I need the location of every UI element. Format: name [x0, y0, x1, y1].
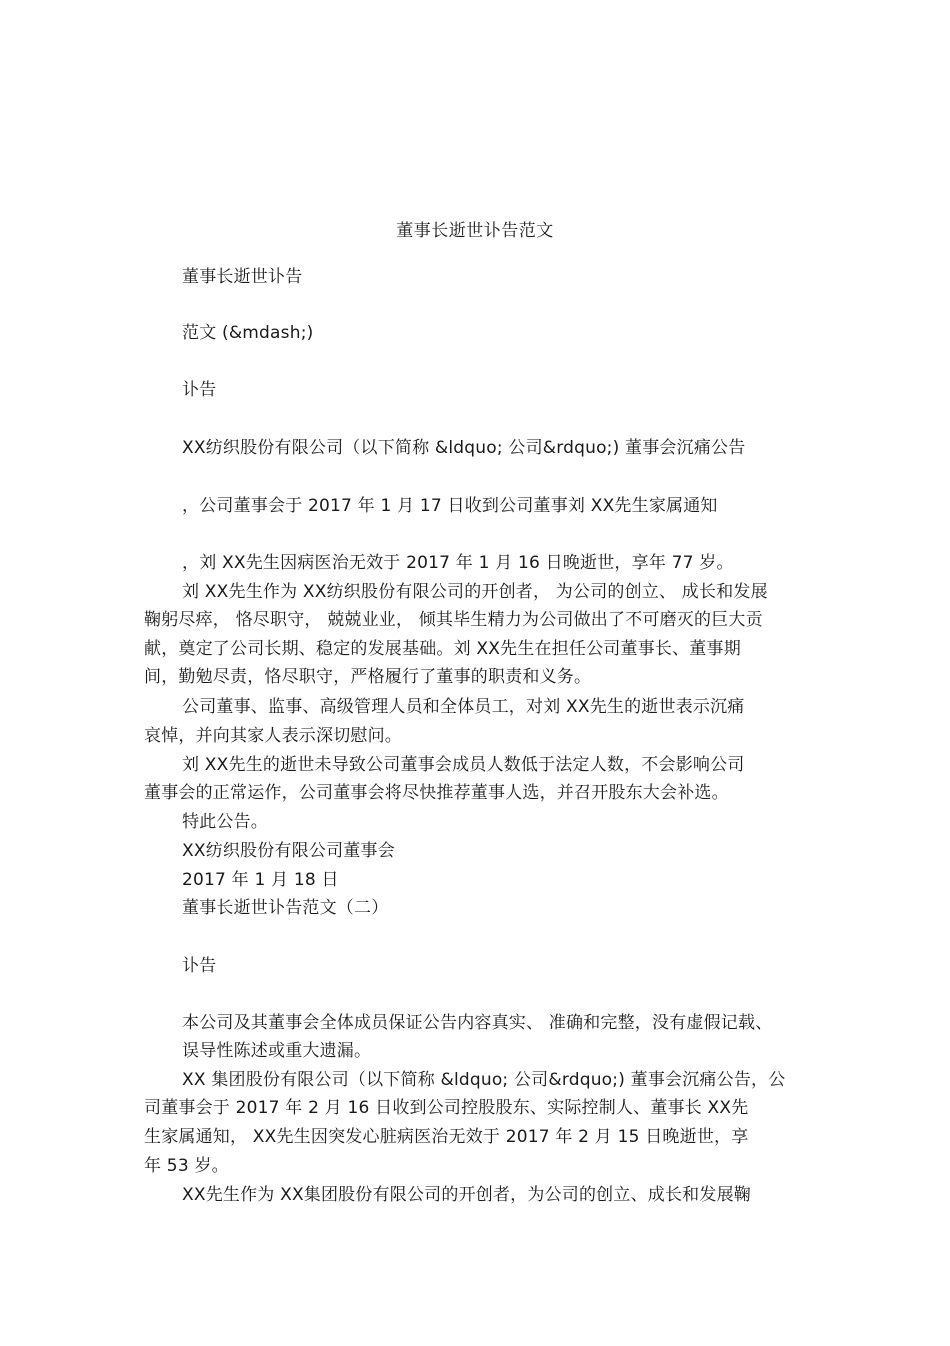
text-line: XX先生作为 XX集团股份有限公司的开创者，为公司的创立、成长和发展鞠	[182, 1185, 751, 1205]
text-line: ，公司董事会于 2017 年 1 月 17 日收到公司董事刘 XX先生家属通知	[182, 496, 718, 516]
text-line: 董事长逝世讣告	[182, 267, 303, 287]
text-line: 2017 年 1 月 18 日	[182, 870, 339, 890]
text-line: XX 集团股份有限公司（以下简称 &ldquo; 公司&rdquo;) 董事会沉痛公告，公	[182, 1070, 786, 1090]
text-line: ，刘 XX先生因病医治无效于 2017 年 1 月 16 日晚逝世，享年 77 岁。	[182, 553, 734, 573]
text-line: 讣告	[182, 956, 217, 976]
document-title: 董事长逝世讣告范文	[396, 221, 554, 241]
text-line: 董事长逝世讣告范文（二）	[182, 898, 389, 918]
text-line: 生家属通知， XX先生因突发心脏病医治无效于 2017 年 2 月 15 日晚逝世，享	[144, 1127, 749, 1147]
text-line: 本公司及其董事会全体成员保证公告内容真实、 准确和完整，没有虚假记载、	[182, 1013, 773, 1033]
text-line: 刘 XX先生的逝世未导致公司董事会成员人数低于法定人数，不会影响公司	[182, 755, 745, 775]
text-line: 哀悼，并向其家人表示深切慰问。	[144, 726, 402, 746]
text-line: 公司董事、监事、高级管理人员和全体员工，对刘 XX先生的逝世表示沉痛	[182, 697, 745, 717]
text-line: 范文 (&mdash;)	[182, 323, 314, 343]
text-line: 年 53 岁。	[144, 1156, 229, 1176]
text-line: 讣告	[182, 380, 217, 400]
text-line: 刘 XX先生作为 XX纺织股份有限公司的开创者， 为公司的创立、 成长和发展	[182, 582, 768, 602]
text-line: 献，奠定了公司长期、稳定的发展基础。刘 XX先生在担任公司董事长、董事期	[144, 639, 741, 659]
text-line: 司董事会于 2017 年 2 月 16 日收到公司控股股东、实际控制人、董事长 XX先	[144, 1098, 749, 1118]
text-line: 误导性陈述或重大遗漏。	[182, 1041, 372, 1061]
text-line: XX纺织股份有限公司董事会	[182, 841, 395, 861]
text-line: XX纺织股份有限公司（以下简称 &ldquo; 公司&rdquo;) 董事会沉痛公告	[182, 438, 746, 458]
text-line: 董事会的正常运作，公司董事会将尽快推荐董事人选，并召开股东大会补选。	[144, 783, 729, 803]
text-line: 间，勤勉尽责，恪尽职守，严格履行了董事的职责和义务。	[144, 667, 592, 687]
text-line: 鞠躬尽瘁， 恪尽职守， 兢兢业业， 倾其毕生精力为公司做出了不可磨灭的巨大贡	[144, 610, 763, 630]
text-line: 特此公告。	[182, 812, 268, 832]
